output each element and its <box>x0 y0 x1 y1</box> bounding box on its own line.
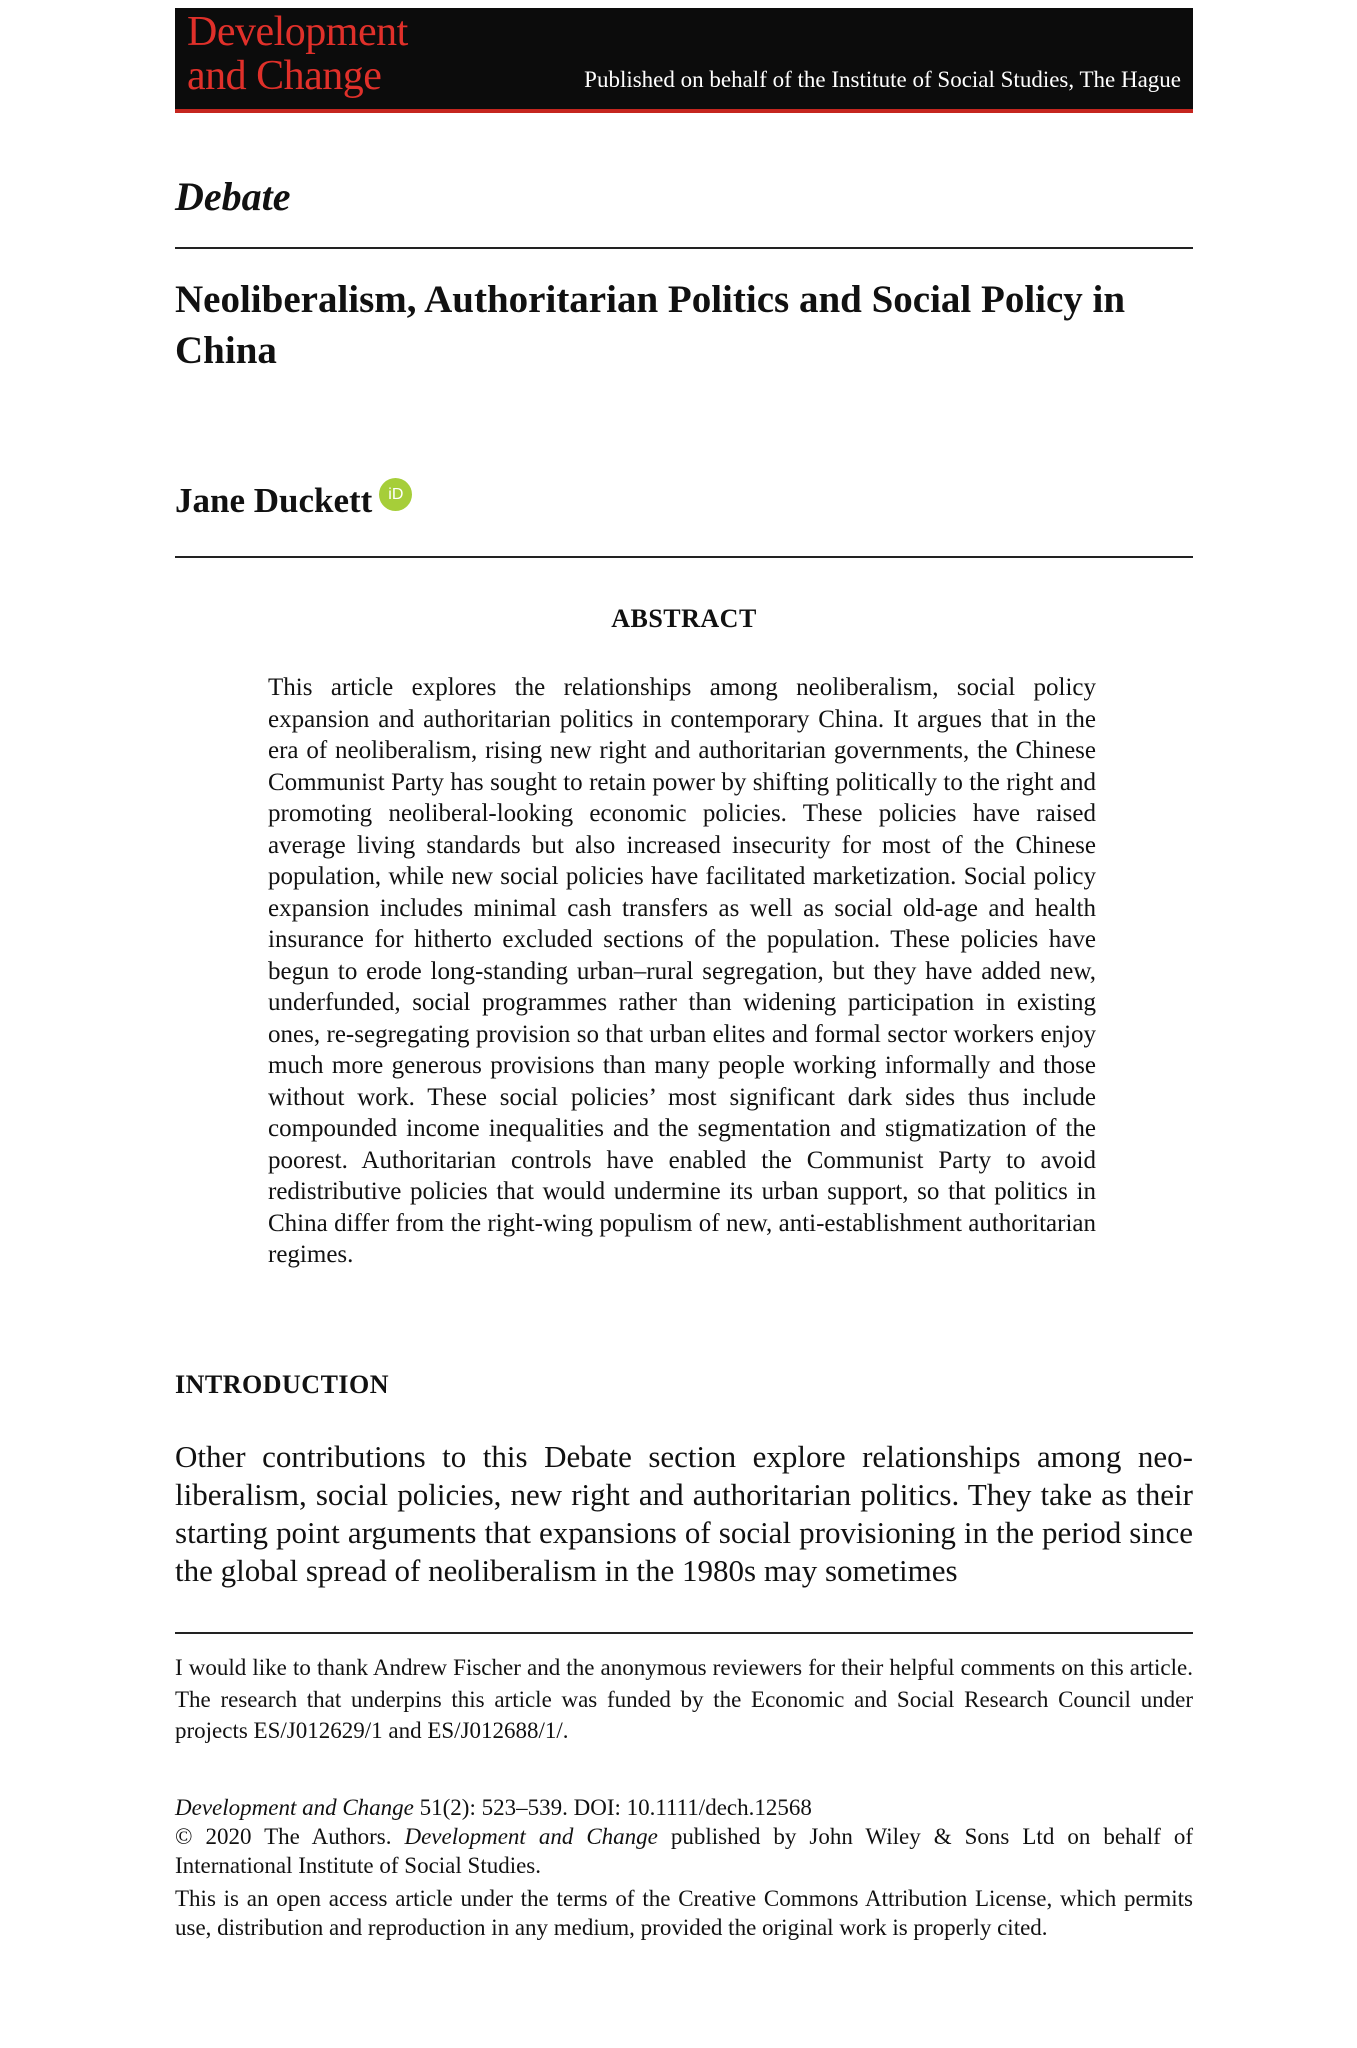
citation-journal: Development and Change <box>175 1795 414 1820</box>
introduction-heading: INTRODUCTION <box>175 1370 390 1399</box>
introduction-text: Other contributions to this Debate section explore relationships among neoliberalism, social policies, new right and authoritarian politics. They take as their starting point arguments that expansions of social provisioning in the period since the global spread of neoliberalism in the 1980s may sometimes <box>175 1439 1193 1588</box>
abstract-text: This article explores the relationships among neoliberalism, social policy expansion and authoritarian politics in contemporary China. It argues that in the era of neoliberalism, rising new right and authoritarian governments, the Chinese Communist Party has sought to retain power by shifting politically to the right and promoting neoliberal-looking economic policies. These policies have raised average living standards but also increased insecurity for most of the Chinese population, while new social policies have facilitated marketization. Social policy expansion includes minimal cash transfers as well as social old-age and health insurance for hitherto excluded sections of the population. These policies have begun to erode long-standing urban–rural segregation, but they have added new, underfunded, social programmes rather than widening participation in existing ones, re-segregating provision so that urban elites and formal sector workers enjoy much more generous provisions than many people working informally and those without work. These social policies’ most significant dark sides thus include compounded income inequalities and the segmentation and stigmatization of the poorest. Authoritarian controls have enabled the Communist Party to avoid redistributive policies that would undermine its urban support, so that politics in China differ from the right-wing populism of new, anti-establishment authoritarian regimes. <box>268 674 1096 1268</box>
acknowledgement-footnote: I would like to thank Andrew Fischer and the anonymous reviewers for their helpful comments on this article. The research that underpins this article was funded by the Economic and Social Research Council under projects ES/J012629/1 and ES/J012688/1/. <box>175 1655 1193 1743</box>
copyright-prefix: © 2020 The Authors. <box>175 1824 405 1849</box>
header-rule <box>175 109 1193 113</box>
orcid-icon[interactable]: iD <box>379 478 412 511</box>
publisher-line: Published on behalf of the Institute of Social Studies, The Hague <box>584 67 1181 92</box>
article-title: Neoliberalism, Authoritarian Politics and Social Policy in China <box>175 278 1126 372</box>
citation-line <box>175 1793 1193 1822</box>
abstract-heading: ABSTRACT <box>611 604 757 633</box>
author-divider <box>175 556 1193 558</box>
section-label: Debate <box>175 174 291 219</box>
license-notice: This is an open access article under the terms of the Creative Commons Attribution License, which permits use, distribution and reproduction in any medium, provided the original work is properly cited. <box>175 1886 1193 1940</box>
journal-header-banner <box>175 8 1193 109</box>
author-line <box>175 478 412 524</box>
journal-name-line1: Development <box>187 9 408 55</box>
copyright-journal: Development and Change <box>404 1824 658 1849</box>
copyright-line <box>175 1822 1193 1880</box>
title-top-divider <box>175 247 1193 249</box>
author-name: Jane Duckett <box>175 481 373 520</box>
copyright-suffix: published by John Wiley & Sons Ltd on behalf of International Institute of Social Studies. <box>175 1824 1193 1878</box>
journal-logo <box>187 10 408 98</box>
footnote-divider <box>175 1632 1193 1634</box>
citation-block <box>175 1793 1193 1942</box>
citation-volume-doi: 51(2): 523–539. DOI: 10.1111/dech.12568 <box>413 1795 812 1820</box>
journal-name-line2: and Change <box>187 53 382 99</box>
